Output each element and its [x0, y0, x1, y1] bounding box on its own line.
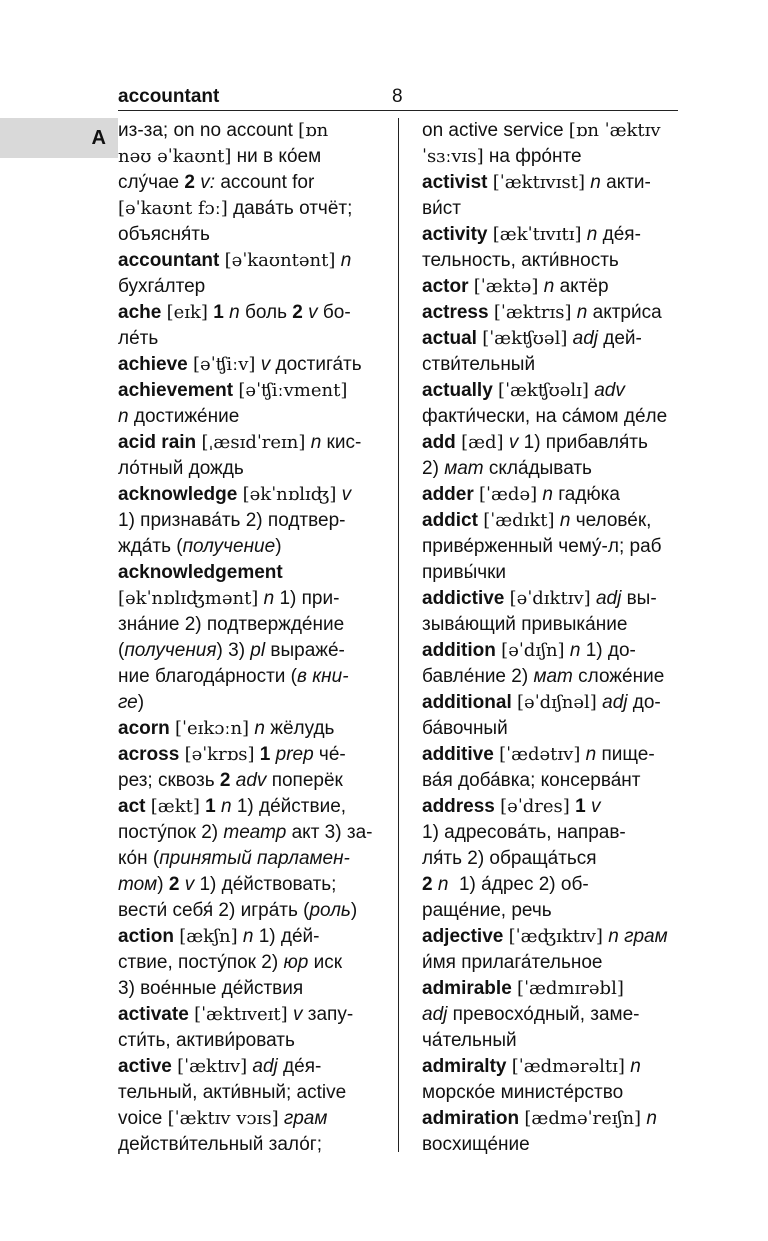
dictionary-line — [422, 690, 684, 716]
definition-text: on active service — [422, 120, 569, 141]
headword: actor — [422, 276, 469, 297]
headword: achievement — [118, 380, 234, 401]
dictionary-line — [118, 950, 380, 976]
definition-text: бухга́лтер — [118, 276, 206, 297]
dictionary-line — [422, 326, 684, 352]
definition-text: достига́ть — [270, 354, 362, 375]
grammar-label: получения — [124, 640, 217, 661]
headword: addition — [422, 640, 496, 661]
dictionary-line — [422, 898, 684, 924]
grammar-label: v — [341, 484, 352, 505]
transcription: [ˈæktrɪs] — [493, 302, 572, 323]
definition-text: 1) де́йствовать; — [194, 874, 337, 895]
headword: additional — [422, 692, 512, 713]
definition-text: из-за; on no account — [118, 120, 299, 141]
grammar-label: принятый парламен- — [159, 848, 350, 869]
dictionary-line — [118, 1002, 380, 1028]
definition-text: жда́ть ( — [118, 536, 183, 557]
definition-text: иск — [308, 952, 343, 973]
definition-text: актёр — [554, 276, 609, 297]
grammar-label: n — [542, 484, 553, 505]
dictionary-line — [118, 404, 380, 430]
grammar-label: n — [310, 432, 322, 453]
definition-text: 1) а́дрес 2) об- — [448, 874, 589, 895]
transcription: [əˈdɪʃnəl] — [517, 692, 597, 713]
dictionary-line — [118, 742, 380, 768]
definition-text: 1) адресова́ть, направ- — [422, 822, 626, 843]
transcription: [ɒn — [298, 120, 329, 141]
headword: add — [422, 432, 456, 453]
definition-text: челове́к, — [570, 510, 652, 531]
definition-text: факти́чески, на са́мом де́ле — [422, 406, 668, 427]
definition-text: ви́ст — [422, 198, 461, 219]
transcription: [ˈæktɪveɪt] — [194, 1004, 288, 1025]
headword: activity — [422, 224, 488, 245]
headword: actually — [422, 380, 493, 401]
transcription: [ˈæʤɪktɪv] — [508, 926, 603, 947]
definition-text: боль — [239, 302, 293, 323]
transcription: [ɒn ˈæktɪv — [568, 120, 661, 141]
grammar-label: мат — [533, 666, 573, 687]
definition-text: привы́чки — [422, 562, 507, 583]
headword: acknowledge — [118, 484, 238, 505]
transcription: [əˈkaʊnt fɔː] — [118, 198, 228, 219]
definition-text: че́- — [313, 744, 346, 765]
dictionary-line — [422, 404, 684, 430]
grammar-label: adj — [602, 692, 628, 713]
dictionary-line — [118, 196, 380, 222]
grammar-label: v — [260, 354, 271, 375]
definition-text: достиже́ние — [128, 406, 240, 427]
definition-text: дей- — [598, 328, 642, 349]
definition-text: жёлудь — [264, 718, 335, 739]
definition-text: объясня́ть — [118, 224, 210, 245]
dictionary-line — [422, 820, 684, 846]
definition-text: сложе́ние — [572, 666, 665, 687]
dictionary-line — [118, 144, 380, 170]
thumb-index-letter: A — [91, 127, 106, 149]
definition-text: и́мя прилага́тельное — [422, 952, 603, 973]
headword: 1 — [575, 796, 586, 817]
guide-word: accountant — [118, 86, 220, 107]
definition-text: сти́ть, активи́ровать — [118, 1030, 295, 1051]
grammar-label: роль — [309, 900, 351, 921]
transcription: [əkˈnɒlɪʤmənt] — [118, 588, 259, 609]
definition-text: ) — [157, 874, 169, 895]
dictionary-line — [422, 144, 684, 170]
transcription: ˈsɜːvɪs] — [422, 146, 484, 167]
dictionary-line — [118, 482, 380, 508]
definition-text: де́я- — [277, 1056, 322, 1077]
dictionary-line — [422, 222, 684, 248]
transcription: [əˈdɪʃn] — [501, 640, 565, 661]
grammar-label: n — [569, 640, 581, 661]
headword: 1 — [205, 796, 216, 817]
dictionary-line — [422, 300, 684, 326]
definition-text: запу- — [302, 1004, 354, 1025]
definition-text: account for — [215, 172, 315, 193]
dictionary-line — [118, 1028, 380, 1054]
definition-text: ко́н ( — [118, 848, 160, 869]
grammar-label: adv — [235, 770, 267, 791]
dictionary-line — [118, 638, 380, 664]
definition-text: выраже́- — [265, 640, 345, 661]
definition-text: дава́ть отчёт; — [227, 198, 353, 219]
headword: acknowledgement — [118, 562, 283, 583]
dictionary-line — [422, 430, 684, 456]
grammar-label: юр — [283, 952, 309, 973]
dictionary-line — [118, 716, 380, 742]
definition-text: превосхо́дный, заме- — [447, 1004, 640, 1025]
transcription: [əˈdres] — [500, 796, 570, 817]
grammar-label: n — [543, 276, 555, 297]
dictionary-line — [422, 534, 684, 560]
transcription: [əkˈnɒlɪʤ] — [242, 484, 337, 505]
headword: act — [118, 796, 146, 817]
transcription: [ˈækʧʊəlɪ] — [498, 380, 589, 401]
definition-text: 1) признава́ть 2) подтвер- — [118, 510, 346, 531]
definition-text: де́я- — [597, 224, 641, 245]
headword: activist — [422, 172, 488, 193]
definition-text: посту́пок 2) — [118, 822, 224, 843]
grammar-label: v — [308, 302, 318, 323]
dictionary-line — [422, 248, 684, 274]
transcription: [ædməˈreɪʃn] — [524, 1108, 642, 1129]
dictionary-line — [422, 456, 684, 482]
headword: accountant — [118, 250, 220, 271]
definition-text: 3) вое́нные де́йствия — [118, 978, 304, 999]
definition-text: вы- — [621, 588, 657, 609]
grammar-label: театр — [223, 822, 287, 843]
definition-text: ствие, посту́пок 2) — [118, 952, 284, 973]
dictionary-line — [422, 274, 684, 300]
grammar-label: n — [254, 718, 265, 739]
dictionary-line — [118, 378, 380, 404]
grammar-label: n — [585, 744, 597, 765]
headword: action — [118, 926, 174, 947]
grammar-label: v — [590, 796, 601, 817]
headword: across — [118, 744, 180, 765]
dictionary-line — [422, 976, 684, 1002]
dictionary-line — [422, 352, 684, 378]
definition-text: ба́вочный — [422, 718, 508, 739]
headword: addictive — [422, 588, 505, 609]
transcription: [ˈæktɪvɪst] — [492, 172, 585, 193]
definition-text: ) — [137, 692, 145, 713]
definition-text: 1) де́й- — [253, 926, 320, 947]
right-column — [422, 118, 684, 1158]
definition-text: ни в ко́ем — [231, 146, 322, 167]
headword: ache — [118, 302, 162, 323]
dictionary-line — [422, 846, 684, 872]
definition-text: актри́са — [587, 302, 662, 323]
headword: activate — [118, 1004, 189, 1025]
definition-text: 2) — [422, 458, 445, 479]
dictionary-line — [118, 976, 380, 1002]
dictionary-line — [118, 612, 380, 638]
dictionary-line — [422, 586, 684, 612]
headword: admiration — [422, 1108, 520, 1129]
transcription: [ˈeɪkɔːn] — [175, 718, 250, 739]
dictionary-line — [118, 430, 380, 456]
headword: admirable — [422, 978, 512, 999]
headword: adjective — [422, 926, 504, 947]
grammar-label: n — [630, 1056, 641, 1077]
dictionary-line — [422, 170, 684, 196]
grammar-label: n — [118, 406, 129, 427]
dictionary-line — [422, 482, 684, 508]
dictionary-line — [118, 872, 380, 898]
transcription: [eɪk] — [166, 302, 208, 323]
definition-text: ( — [118, 640, 125, 661]
definition-text: действи́тельный зало́г; — [118, 1134, 322, 1155]
grammar-label: adj — [422, 1004, 448, 1025]
definition-text: скла́дывать — [483, 458, 592, 479]
grammar-label: n — [229, 302, 240, 323]
definition-text: ча́тельный — [422, 1030, 517, 1051]
grammar-label: в кни- — [297, 666, 349, 687]
definition-text: ле́ть — [118, 328, 159, 349]
transcription: [ˈædətɪv] — [499, 744, 581, 765]
grammar-label: adj — [252, 1056, 278, 1077]
dictionary-line — [118, 222, 380, 248]
headword: admiralty — [422, 1056, 507, 1077]
definition-text: ) — [350, 900, 358, 921]
transcription: [ækˈtɪvɪtɪ] — [492, 224, 582, 245]
dictionary-line — [422, 638, 684, 664]
definition-text: 1) до- — [580, 640, 636, 661]
dictionary-line — [118, 898, 380, 924]
headword: 2 — [219, 770, 231, 791]
dictionary-line — [118, 1080, 380, 1106]
definition-text: ло́тный дождь — [118, 458, 244, 479]
left-column — [118, 118, 380, 1158]
definition-text: ва́я доба́вка; консерва́нт — [422, 770, 641, 791]
page-number: 8 — [392, 86, 403, 107]
grammar-label: n грам — [608, 926, 668, 947]
headword: adder — [422, 484, 474, 505]
definition-text: акт 3) за- — [286, 822, 373, 843]
grammar-label: v — [508, 432, 519, 453]
grammar-label: n — [559, 510, 571, 531]
definition-text: до- — [627, 692, 661, 713]
transcription: [əˈʧiːvment] — [238, 380, 348, 401]
headword: 2 — [168, 874, 180, 895]
transcription: [æd] — [461, 432, 504, 453]
dictionary-line — [118, 820, 380, 846]
running-header — [118, 86, 678, 111]
dictionary-line — [118, 690, 380, 716]
dictionary-line — [422, 768, 684, 794]
grammar-label: n — [576, 302, 588, 323]
transcription: [ˈædɪkt] — [483, 510, 555, 531]
dictionary-line — [422, 1132, 684, 1158]
grammar-label: adv — [594, 380, 625, 401]
definition-text: voice — [118, 1108, 168, 1129]
grammar-label: n — [590, 172, 601, 193]
dictionary-line — [422, 508, 684, 534]
transcription: [əˈdɪktɪv] — [509, 588, 591, 609]
grammar-label: n — [437, 874, 449, 895]
grammar-label: n — [242, 926, 254, 947]
headword: active — [118, 1056, 172, 1077]
transcription: [ækʃn] — [179, 926, 238, 947]
dictionary-line — [422, 1028, 684, 1054]
definition-text: вести́ себя́ 2) игра́ть ( — [118, 900, 310, 921]
headword: actual — [422, 328, 477, 349]
transcription: [ˈækʧʊəl] — [482, 328, 568, 349]
definition-text: тельный, акти́вный; active — [118, 1082, 347, 1103]
grammar-label: v: — [200, 172, 216, 193]
headword: additive — [422, 744, 494, 765]
definition-text: тельность, акти́вность — [422, 250, 619, 271]
dictionary-line — [118, 768, 380, 794]
grammar-label: грам — [283, 1108, 328, 1129]
headword: acorn — [118, 718, 170, 739]
dictionary-line — [422, 742, 684, 768]
definition-text: кис- — [321, 432, 362, 453]
dictionary-line — [422, 612, 684, 638]
headword: address — [422, 796, 495, 817]
dictionary-line — [422, 1080, 684, 1106]
dictionary-line — [118, 1054, 380, 1080]
grammar-label: n — [221, 796, 232, 817]
dictionary-line — [118, 924, 380, 950]
dictionary-line — [118, 794, 380, 820]
transcription: [ˈæktə] — [473, 276, 539, 297]
grammar-label: pl — [250, 640, 266, 661]
headword: actress — [422, 302, 489, 323]
grammar-label: adj — [595, 588, 622, 609]
dictionary-line — [422, 118, 684, 144]
dictionary-line — [422, 196, 684, 222]
headword: 1 — [259, 744, 271, 765]
grammar-label: adj — [572, 328, 598, 349]
definition-text: зыва́ющий привыка́ние — [422, 614, 628, 635]
grammar-label: n — [263, 588, 275, 609]
definition-text: слу́чае — [118, 172, 185, 193]
dictionary-line — [118, 352, 380, 378]
dictionary-line — [118, 170, 380, 196]
dictionary-line — [118, 534, 380, 560]
transcription: [ˈæktɪv vɔɪs] — [167, 1108, 279, 1129]
transcription: [əˈʧiːv] — [193, 354, 256, 375]
definition-text: восхище́ние — [422, 1134, 530, 1155]
definition-text: морско́е министе́рство — [422, 1082, 624, 1103]
transcription: [ˈædmərəltɪ] — [511, 1056, 625, 1077]
definition-text: бо- — [317, 302, 351, 323]
definition-text: ) — [275, 536, 282, 557]
transcription: [əˈkrɒs] — [184, 744, 255, 765]
dictionary-line — [422, 1106, 684, 1132]
definition-text: 1) де́йствие, — [231, 796, 347, 817]
transcription: [ækt] — [150, 796, 200, 817]
dictionary-line — [118, 560, 380, 586]
dictionary-line — [422, 794, 684, 820]
definition-text: раще́ние, речь — [422, 900, 552, 921]
dictionary-line — [422, 1002, 684, 1028]
grammar-label: v — [292, 1004, 303, 1025]
definition-text: поперёк — [266, 770, 343, 791]
definition-text: бавле́ние 2) — [422, 666, 534, 687]
thumb-index-tab — [0, 118, 118, 158]
dictionary-line — [118, 1106, 380, 1132]
grammar-label: prep — [275, 744, 314, 765]
definition-text: 1) при- — [274, 588, 340, 609]
dictionary-line — [118, 456, 380, 482]
dictionary-line — [118, 586, 380, 612]
definition-text: акти- — [600, 172, 651, 193]
transcription: [ˈædə] — [479, 484, 538, 505]
dictionary-line — [118, 508, 380, 534]
definition-text: ля́ть 2) обраща́ться — [422, 848, 597, 869]
definition-text: на фро́нте — [483, 146, 582, 167]
headword: addict — [422, 510, 478, 531]
dictionary-line — [422, 924, 684, 950]
dictionary-line — [118, 846, 380, 872]
transcription: [əˈkaʊntənt] — [224, 250, 336, 271]
dictionary-line — [118, 274, 380, 300]
transcription: [ˌæsɪdˈreɪn] — [201, 432, 306, 453]
definition-text: 1) прибавля́ть — [518, 432, 648, 453]
dictionary-line — [422, 560, 684, 586]
dictionary-line — [118, 248, 380, 274]
dictionary-line — [422, 716, 684, 742]
dictionary-line — [118, 326, 380, 352]
grammar-label: том — [118, 874, 158, 895]
definition-text: зна́ние 2) подтвержде́ние — [118, 614, 345, 635]
grammar-label: n — [586, 224, 598, 245]
headword: achieve — [118, 354, 188, 375]
dictionary-line — [422, 872, 684, 898]
transcription: [ˈædmɪrəbl] — [517, 978, 624, 999]
headword: 2 — [292, 302, 303, 323]
grammar-label: мат — [444, 458, 484, 479]
dictionary-line — [118, 1132, 380, 1158]
definition-text: приве́рженный чему́-л; раб — [422, 536, 662, 557]
grammar-label: n — [340, 250, 352, 271]
dictionary-line — [118, 300, 380, 326]
headword: acid rain — [118, 432, 197, 453]
transcription: nəʊ əˈkaʊnt] — [118, 146, 232, 167]
dictionary-line — [422, 1054, 684, 1080]
definition-text: ние благода́рности ( — [118, 666, 297, 687]
transcription: [ˈæktɪv] — [177, 1056, 248, 1077]
definition-text: ) 3) — [216, 640, 251, 661]
definition-text: пище- — [596, 744, 655, 765]
dictionary-line — [422, 950, 684, 976]
headword: 1 — [213, 302, 224, 323]
grammar-label: v — [184, 874, 195, 895]
dictionary-line — [118, 664, 380, 690]
dictionary-line — [118, 118, 380, 144]
grammar-label: ге — [118, 692, 138, 713]
grammar-label: n — [646, 1108, 657, 1129]
headword: 2 — [422, 874, 433, 895]
dictionary-line — [422, 664, 684, 690]
column-divider — [398, 118, 399, 1152]
headword: 2 — [184, 172, 195, 193]
dictionary-line — [422, 378, 684, 404]
definition-text: рез; сквозь — [118, 770, 220, 791]
grammar-label: получение — [182, 536, 276, 557]
definition-text: гадю́ка — [552, 484, 620, 505]
definition-text: стви́тельный — [422, 354, 536, 375]
